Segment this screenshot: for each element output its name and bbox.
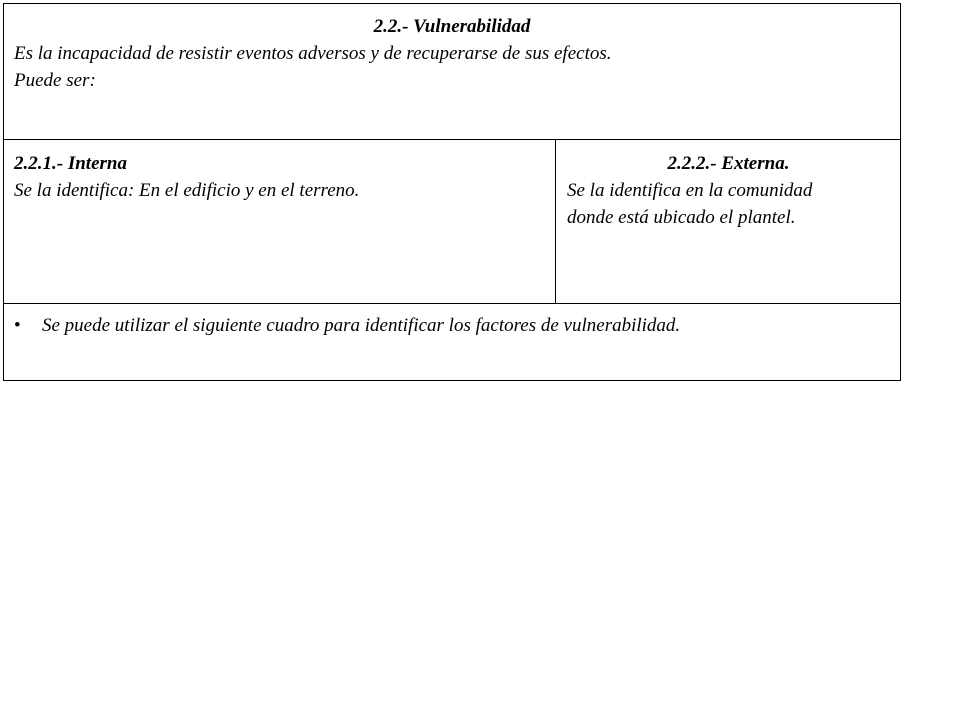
note-cell	[4, 304, 901, 381]
vulnerability-table	[3, 3, 901, 381]
external-text-line2: donde está ubicado el plantel.	[567, 207, 796, 228]
external-text-line1: Se la identifica en la comunidad	[567, 180, 813, 201]
section-header-row	[4, 4, 901, 140]
note-bullet-item	[14, 312, 890, 339]
section-intro: Puede ser:	[14, 70, 96, 91]
note-row	[4, 304, 901, 381]
external-cell	[556, 140, 901, 304]
note-text: Se puede utilizar el siguiente cuadro para identificar los factores de vulnerabilidad.	[42, 315, 681, 336]
bullet-icon: •	[14, 315, 21, 336]
section-header-cell	[4, 4, 901, 140]
internal-text: Se la identifica: En el edificio y en el terreno.	[14, 180, 360, 201]
types-row	[4, 140, 901, 304]
internal-title: 2.2.1.- Interna	[14, 153, 127, 174]
internal-cell	[4, 140, 556, 304]
external-title: 2.2.2.- Externa.	[667, 153, 790, 174]
section-title: 2.2.- Vulnerabilidad	[373, 16, 531, 37]
section-definition: Es la incapacidad de resistir eventos adversos y de recuperarse de sus efectos.	[14, 43, 612, 64]
